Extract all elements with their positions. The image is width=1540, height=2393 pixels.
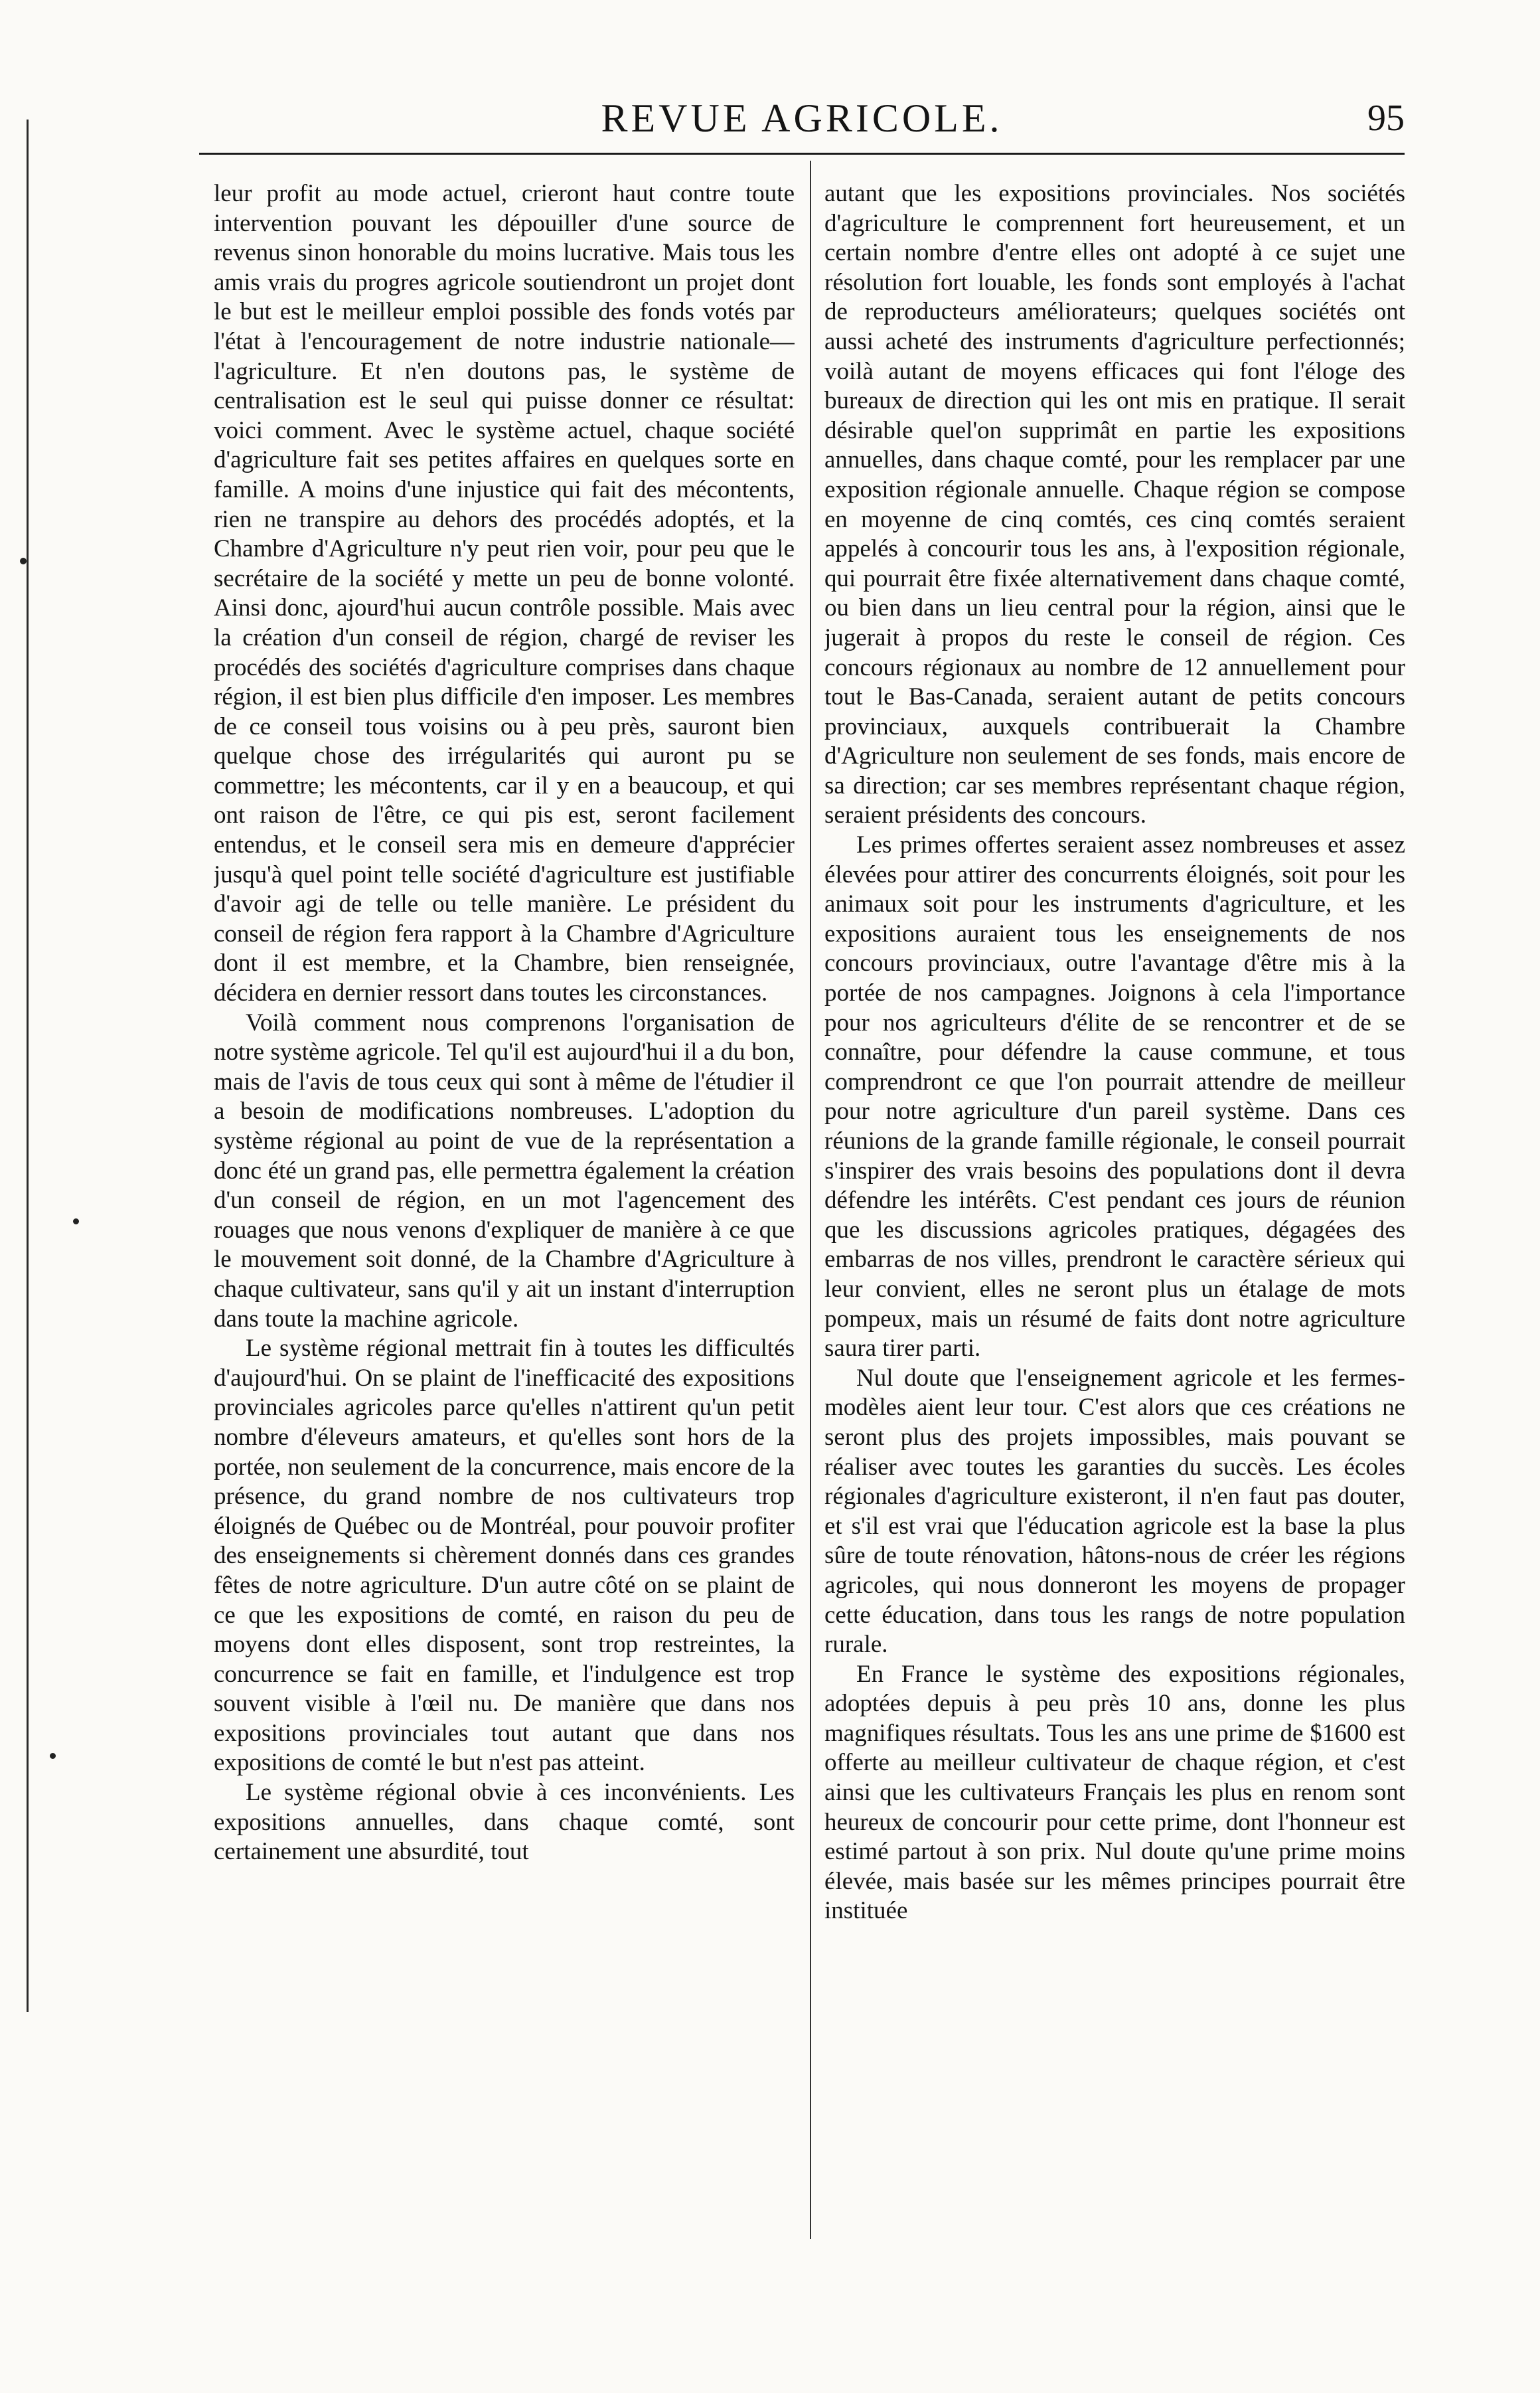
ink-mark [50,1753,56,1759]
right-column [824,179,1405,2238]
paragraph: Les primes offertes seraient assez nombreuses et assez élevées pour attirer des concurrents éloignés, soit pour les animaux soit pour les instruments d'agriculture, et les expositions auraient tous les enseignements de nos concours provinciaux, outre l'avantage d'être mis à la portée de nos campagnes. Joignons à cela l'importance pour nos agriculteurs d'élite de se rencontrer et de se connaître, pour défendre la cause commune, et tous comprendront ce que l'on pourrait attendre de meilleur pour notre agriculture d'un pareil système. Dans ces réunions de la grande famille régionale, le conseil pourrait s'inspirer des vrais besoins des populations dont il devra défendre les intérêts. C'est pendant ces jours de réunion que les discussions agricoles pratiques, dégagées des embarras de nos villes, prendront le caractère sérieux qui leur convient, elles ne seront plus un étalage de mots pompeux, mais un résumé de faits dont notre agriculture saura tirer parti. [824,831,1405,1362]
paragraph: Voilà comment nous comprenons l'organisation de notre système agricole. Tel qu'il est aujourd'hui il a du bon, mais de l'avis de tous ceux qui sont à même de l'étudier il a besoin de modifications nombreuses. L'adoption du système régional au point de vue de la représentation a donc été un grand pas, elle permettra également la création d'un conseil de région, en un mot l'agencement des rouages que nous venons d'expliquer de manière à ce que le mouvement soit donné, de la Chambre d'Agriculture à chaque cultivateur, sans qu'il y ait un instant d'interruption dans toute la machine agricole. [214,1009,795,1333]
paragraph: Le système régional obvie à ces inconvénients. Les expositions annuelles, dans chaque comté, sont certainement une absurdité, tout [214,1779,795,1866]
page-binding-edge [27,120,55,2012]
paragraph: autant que les expositions provinciales. Nos sociétés d'agriculture le comprennent fort heureusement, et un certain nombre d'entre elles ont adopté à ce sujet une résolution fort louable, les fonds sont employés à l'achat de reproducteurs améliorateurs; quelques sociétés ont aussi acheté des instruments d'agriculture perfectionnés; voilà autant de moyens efficaces qui font l'éloge des bureaux de direction qui les ont mis en pratique. Il serait désirable quel'on supprimât en partie les expositions annuelles, dans chaque comté, pour les remplacer par une exposition régionale annuelle. Chaque région se compose en moyenne de cinq comtés, ces cinq comtés seraient appelés à concourir tous les ans, à l'exposition régionale, qui pourrait être fixée alternativement dans chaque comté, ou bien dans un lieu central pour la région, ainsi que le jugerait à propos du reste le conseil de région. Ces concours régionaux au nombre de 12 annuellement pour tout le Bas-Canada, seraient autant de petits concours provinciaux, auxquels contribuerait la Chambre d'Agriculture non seulement de ses fonds, mais encore de sa direction; car ses membres représentant chaque région, seraient présidents des concours. [824,180,1405,829]
page-header [199,92,1405,145]
ink-mark [73,1218,79,1224]
left-column [214,179,795,2238]
page-number: 95 [1367,98,1405,139]
paragraph: En France le système des expositions régionales, adoptées depuis à peu près 10 ans, donne les plus magnifiques résultats. Tous les ans une prime de $1600 est offerte au meilleur cultivateur de chaque région, et c'est ainsi que les cultivateurs Français les plus en renom sont heureux de concourir pour cette prime, dont l'honneur est estimé partout à son prix. Nul doute qu'une prime moins élevée, mais basée sur les mêmes principes pourrait être instituée [824,1660,1405,1925]
paragraph: Le système régional mettrait fin à toutes les difficultés d'aujourd'hui. On se plaint de l'inefficacité des expositions provinciales agricoles parce qu'elles n'attirent qu'un petit nombre d'éleveurs amateurs, et qu'elles sont hors de la portée, non seulement de la concurrence, mais encore de la présence, du grand nombre de nos cultivateurs trop éloignés de Québec ou de Montréal, pour pouvoir profiter des enseignements si chèrement donnés dans ces grandes fêtes de notre agriculture. D'un autre côté on se plaint de ce que les expositions de comté, en raison du peu de moyens dont elles disposent, sont trop restreintes, la concurrence se fait en famille, et l'indulgence est trop souvent visible à l'œil nu. De manière que dans nos expositions provinciales tout autant que dans nos expositions de comté le but n'est pas atteint. [214,1335,795,1777]
running-title: REVUE AGRICOLE. [601,96,1003,140]
paragraph: leur profit au mode actuel, crieront haut contre toute intervention pouvant les dépouiller d'une source de revenus sinon honorable du moins lucrative. Mais tous les amis vrais du progres agricole soutiendront un projet dont le but est le meilleur emploi possible des fonds votés par l'état à l'encouragement de notre industrie nationale—l'agriculture. Et n'en doutons pas, le système de centralisation est le seul qui puisse donner ce résultat: voici comment. Avec le système actuel, chaque société d'agriculture fait ses petites affaires en quelques sorte en famille. A moins d'une injustice qui fait des mécontents, rien ne transpire au dehors des procédés adoptés, et la Chambre d'Agriculture n'y peut rien voir, pour peu que le secrétaire de la société y mette un peu de bonne volonté. Ainsi donc, ajourd'hui aucun contrôle possible. Mais avec la création d'un conseil de région, chargé de reviser les procédés des sociétés d'agriculture comprises dans chaque région, il est bien plus difficile d'en imposer. Les membres de ce conseil tous voisins ou à peu près, sauront bien quelque chose des irrégularités qui auront pu se commettre; les mécontents, car il y en a beaucoup, et qui ont raison de l'être, ce qui pis est, seront facilement entendus, et le conseil sera mis en demeure d'apprécier jusqu'à quel point telle société d'agriculture est justifiable d'avoir agi de telle ou telle manière. Le président du conseil de région fera rapport à la Chambre d'Agriculture dont il est membre, et la Chambre, bien renseignée, décidera en dernier ressort dans toutes les circonstances. [214,180,795,1007]
ink-mark [20,558,27,564]
paragraph: Nul doute que l'enseignement agricole et les fermes-modèles aient leur tour. C'est alors que ces créations ne seront plus des projets impossibles, mais pouvant se réaliser avec toutes les garanties du succès. Les écoles régionales d'agriculture existeront, il n'en faut pas douter, et s'il est vrai que l'éducation agricole est la base la plus sûre de toute rénovation, hâtons-nous de créer les régions agricoles, qui nous donneront les moyens de propager cette éducation, dans tous les rangs de notre population rurale. [824,1364,1405,1659]
column-divider [810,161,811,2239]
header-rule [199,153,1405,155]
